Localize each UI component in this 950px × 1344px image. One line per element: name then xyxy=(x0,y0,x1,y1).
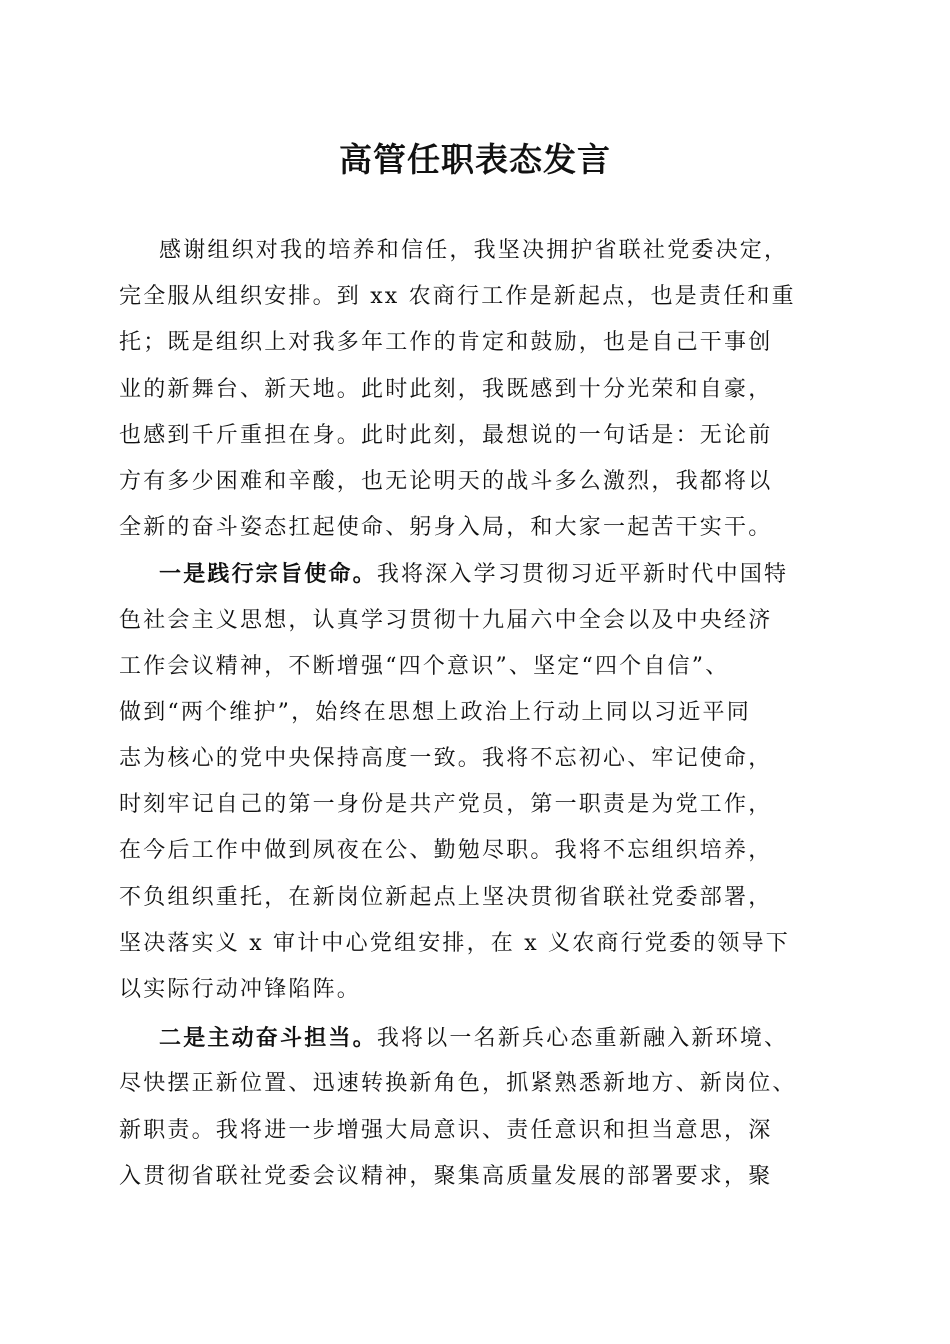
text-line: 也感到千斤重担在身。此时此刻，最想说的一句话是：无论前 xyxy=(119,422,773,448)
document-body xyxy=(119,228,831,1200)
text-line: 坚决落实义 x 审计中心党组安排，在 x 义农商行党委的领导下 xyxy=(119,930,790,956)
text-line xyxy=(119,551,831,597)
text-line: 入贯彻省联社党委会议精神，聚集高质量发展的部署要求，聚 xyxy=(119,1163,773,1189)
paragraph-heading: 一是践行宗旨使命。 xyxy=(159,561,377,588)
text-line: 以实际行动冲锋陷阵。 xyxy=(119,977,362,1002)
paragraph-responsibility xyxy=(119,1015,831,1200)
text-segment: 我将以一名新兵心态重新融入新环境、 xyxy=(376,1026,789,1052)
text-line: 色社会主义思想，认真学习贯彻十九届六中全会以及中央经济 xyxy=(119,607,773,633)
paragraph-heading: 二是主动奋斗担当。 xyxy=(159,1025,377,1052)
text-line: 业的新舞台、新天地。此时此刻，我既感到十分光荣和自豪， xyxy=(119,376,773,402)
text-line: 完全服从组织安排。到 xx 农商行工作是新起点，也是责任和重 xyxy=(119,284,796,310)
text-line: 在今后工作中做到夙夜在公、勤勉尽职。我将不忘组织培养， xyxy=(119,838,773,864)
text-line: 尽快摆正新位置、迅速转换新角色，抓紧熟悉新地方、新岗位、 xyxy=(119,1071,797,1097)
text-segment: 我将深入学习贯彻习近平新时代中国特 xyxy=(376,562,789,588)
paragraph-mission xyxy=(119,551,831,1013)
text-line: 全新的奋斗姿态扛起使命、躬身入局，和大家一起苦干实干。 xyxy=(119,515,773,541)
document-title: 高管任职表态发言 xyxy=(339,140,611,179)
text-line: 方有多少困难和辛酸，也无论明天的战斗多么激烈，我都将以 xyxy=(119,468,773,494)
text-line: 时刻牢记自己的第一身份是共产党员，第一职责是为党工作， xyxy=(119,792,773,818)
text-line: 不负组织重托，在新岗位新起点上坚决贯彻省联社党委部署， xyxy=(119,884,773,910)
text-line xyxy=(119,1015,831,1061)
text-line: 工作会议精神，不断增强“四个意识”、坚定“四个自信”、 xyxy=(119,653,730,679)
paragraph-intro xyxy=(119,228,831,551)
text-line: 志为核心的党中央保持高度一致。我将不忘初心、牢记使命， xyxy=(119,746,773,772)
text-line: 感谢组织对我的培养和信任，我坚决拥护省联社党委决定， xyxy=(159,238,789,263)
text-line: 新职责。我将进一步增强大局意识、责任意识和担当意思，深 xyxy=(119,1117,773,1143)
text-line: 做到“两个维护”，始终在思想上政治上行动上同以习近平同 xyxy=(119,699,751,725)
text-line: 托；既是组织上对我多年工作的肯定和鼓励，也是自己干事创 xyxy=(119,330,773,356)
